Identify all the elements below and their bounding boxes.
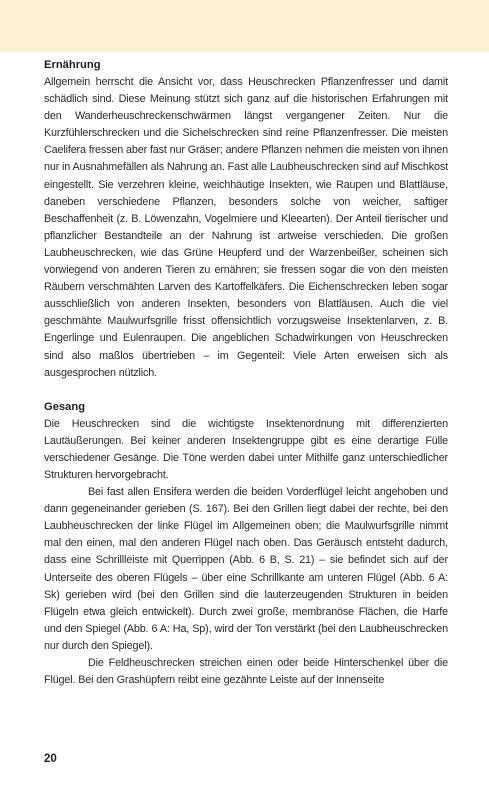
section-heading: Ernährung (44, 59, 101, 71)
paragraph: Die Feldheuschrecken streichen einen oder beide Hinterschenkel über die Flügel. Bei den Grashüpfern reibt eine gezähnte Leiste auf der Innenseite (44, 657, 448, 687)
paragraph: Bei fast allen Ensifera werden die beiden Vorderflügel leicht angehoben und dann gegeneinander gerieben (S. 167). Bei den Grillen liegt dabei der rechte, bei den Laubheuschrecken der linke Flügel im Allgemeinen oben; die Maulwurfsgrille nimmt mal den einen, mal den anderen Flügel nach oben. Das Geräusch entsteht dadurch, dass eine Schrillleiste mit Querrippen (Abb. 6 B, S. 21) – sie befindet sich auf der Unterseite des oberen Flügels – über eine Schrillkante am unteren Flügel (Abb. 6 A: Sk) gerieben wird (bei den Grillen sind die lauterzeugenden Strukturen in beiden Flügeln etwa gleich entwickelt). Durch zwei große, membranöse Flächen, die Harfe und den Spiegel (Abb. 6 A: Ha, Sp), wird der Ton verstärkt (bei den Laubheuschrecken nur durch den Spiegel). (44, 486, 448, 652)
page-number: 20 (44, 753, 57, 765)
paragraph: Die Heuschrecken sind die wichtigste Insektenordnung mit differenzierten Lautäußerungen. Bei keiner anderen Insektengruppe gibt es eine derartige Fülle verschiedener Gesänge. Die Töne werden dabei unter Mithilfe ganz unterschiedlicher Strukturen hervorgebracht. (44, 417, 448, 481)
paragraph: Allgemein herrscht die Ansicht vor, dass Heuschrecken Pflanzenfresser und damit schädlich sind. Diese Meinung stützt sich ganz auf die historischen Erfahrungen mit den Wanderheuschreckenschwärmen längst vergangener Zeiten. Nur die Kurzfühlerschrecken und die Sichelschrecken sind reine Pflanzenfresser. Die meisten Caelifera fressen aber fast nur Gräser; andere Pflanzen nehmen die meisten von ihnen nur in Ausnahmefällen als Nahrung an. Fast alle Laubheuschrecken sind auf Mischkost eingestellt. Sie verzehren kleine, weichhäutige Insekten, wie Raupen und Blattläuse, daneben verschiedene Pflanzen, besonders solche von weicher, saftiger Beschaffenheit (z. B. Löwenzahn, Vogelmiere und Kleearten). Der Anteil tierischer und pflanzlicher Bestandteile an der Nahrung ist artweise verschieden. Die großen Laubheuschrecken, wie das Grüne Heupferd und der Warzenbeißer, scheinen sich vorwiegend von anderen Tieren zu ernähren; sie fressen sogar die von den meisten Räubern verschmähten Larven des Kartoffelkäfers. Die Eichenschrecken leben sogar ausschließlich von anderen Insekten, besonders von Blattläusen. Auch die viel geschmähte Maulwurfsgrille frisst offensichtlich vorzugsweise Insektenlarven, z. B. Engerlinge und Eulenraupen. Die angeblichen Schadwirkungen von Heuschrecken sind also maßlos übertrieben – im Gegenteil: Viele Arten erweisen sich als ausgesprochen nützlich. (44, 76, 448, 379)
page-body (44, 57, 448, 689)
page-header-band (0, 0, 489, 52)
section-ernaehrung (44, 57, 448, 382)
section-gesang (44, 399, 448, 690)
section-heading: Gesang (44, 400, 86, 413)
section-spacer (44, 382, 448, 399)
